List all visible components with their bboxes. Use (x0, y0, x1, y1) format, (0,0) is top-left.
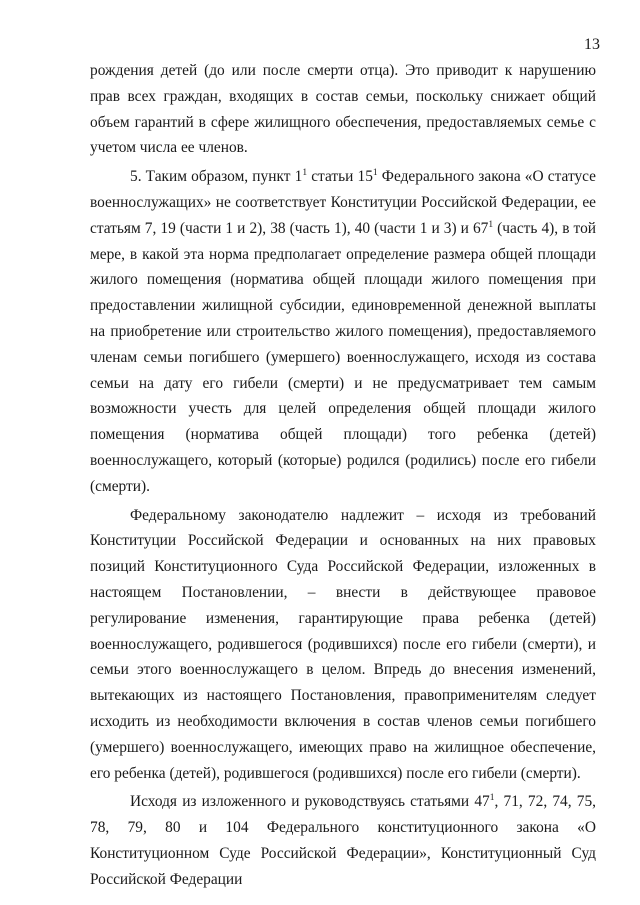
page-number: 13 (584, 36, 600, 53)
text-run: Федеральному законодателю надлежит – исходя из требований Конституции Российской Федерации и основанных на них правовых позиций Конституционного Суда Российской Федерации, изложенных в настоящем Постановлении, – внести в действующее правовое регулирование изменения, гарантирующие права ребенка (детей) военнослужащего, родившегося (родившихся) после его гибели (смерти), и семьи этого военнослужащего в целом. Впредь до внесения изменений, вытекающих из настоящего Постановления, правоприменителям следует исходить из необходимости включения в состав членов семьи погибшего (умершего) военнослужащего, имеющих право на жилищное обеспечение, его ребенка (детей), родившегося (родившихся) после его гибели (смерти). (90, 506, 596, 782)
text-run: рождения детей (до или после смерти отца). Это приводит к нарушению прав всех граждан, входящих в состав семьи, поскольку снижает общий объем гарантий в сфере жилищного обеспечения, предоставляемых семье с учетом числа ее членов. (90, 62, 596, 157)
superscript: 1 (372, 168, 378, 179)
text-run: 5. Таким образом, пункт 1 (130, 168, 303, 186)
paragraph (90, 58, 596, 161)
superscript: 1 (302, 168, 308, 179)
text-run: (часть 4), в той мере, в какой эта норма предполагает определение размера общей площади жилого помещения (норматива общей площади жилого помещения при предоставлении жилищной субсидии, единовременной денежной выплаты на приобретение или строительство жилого помещения), предоставляемого членам семьи погибшего (умершего) военнослужащего, исходя из состава семьи на дату его гибели (смерти) и не предусматривает тем самым возможности учесть для целей определения общей площади жилого помещения (норматива общей площади) того ребенка (детей) военнослужащего, который (которые) родился (родились) после его гибели (смерти). (90, 219, 596, 495)
text-run: Федерального закона «О статусе военнослужащих» не соответствует Конституции Российской Федерации, ее статьям 7, 19 (части 1 и 2), 38 (часть 1), 40 (части 1 и 3) и 67 (90, 168, 597, 237)
paragraph (90, 503, 596, 787)
superscript: 1 (489, 793, 495, 804)
document-body (90, 58, 596, 893)
superscript: 1 (488, 219, 494, 230)
text-run: , 71, 72, 74, 75, 78, 79, 80 и 104 Федерального конституционного закона «О Конституционном Суде Российской Федерации», Конституционный Суд Российской Федерации (90, 793, 596, 888)
text-run: статьи 15 (307, 168, 373, 186)
text-run: Исходя из изложенного и руководствуясь статьями 47 (130, 793, 490, 811)
paragraph (90, 789, 596, 892)
paragraph (90, 164, 596, 499)
